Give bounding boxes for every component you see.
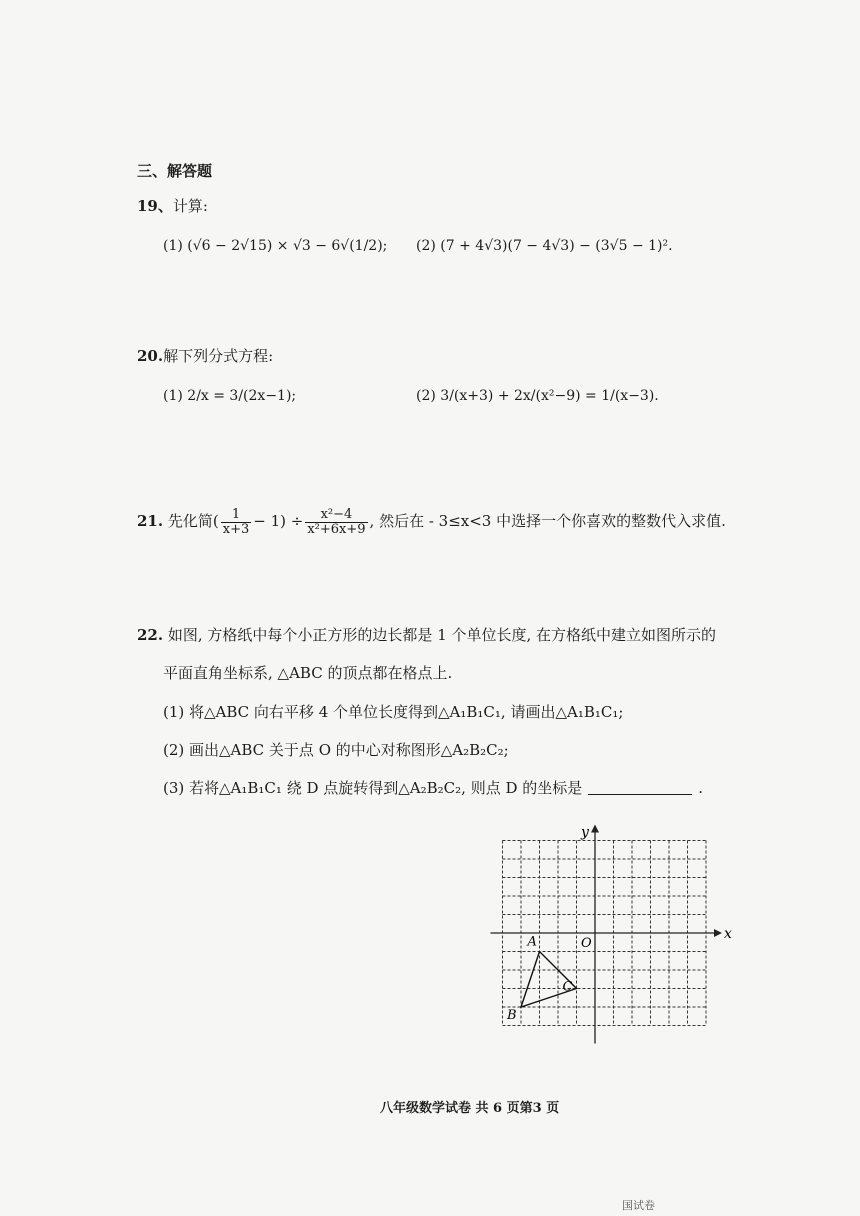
q22-part3-end: . xyxy=(698,779,704,797)
x-axis-arrow xyxy=(714,929,722,937)
point-b-label: B xyxy=(507,1008,517,1023)
q19-heading xyxy=(137,195,208,216)
q20-part1: (1) 2/x = 3/(2x−1); xyxy=(163,388,297,404)
q21-text-c: , 然后在 - 3≤x<3 中选择一个你喜欢的整数代入求值. xyxy=(369,512,726,531)
q22-part3 xyxy=(163,777,703,798)
point-a-label: A xyxy=(527,934,537,950)
q19-title: 计算: xyxy=(172,197,208,215)
q19-part1: (1) (√6 − 2√15) × √3 − 6√(1/2); xyxy=(163,238,388,254)
point-c-label: C xyxy=(562,979,573,995)
q21-fraction-2: $\frac{\text{x²−4}}{\text{x²+6x+9}}$ xyxy=(307,507,366,537)
q19-part2: (2) (7 + 4√3)(7 − 4√3) − (3√5 − 1)². xyxy=(416,238,673,254)
q22-line1 xyxy=(137,624,716,645)
corner-mark: 国试卷 xyxy=(622,1199,655,1212)
q22-part3-text: (3) 若将△A₁B₁C₁ 绕 D 点旋转得到△A₂B₂C₂, 则点 D 的坐标是 xyxy=(163,779,583,797)
x-axis-label: x xyxy=(724,926,732,942)
q21-text-a: 先化简( xyxy=(167,512,219,531)
coordinate-grid-figure xyxy=(480,805,730,1055)
answer-blank[interactable] xyxy=(588,794,692,795)
q22-number: 22. xyxy=(137,626,164,644)
q20-title: 解下列分式方程: xyxy=(163,347,274,365)
q21-fraction-1: $\frac{1}{x+3}$ xyxy=(222,507,250,537)
section-title: 三、解答题 xyxy=(137,162,213,180)
y-axis-arrow xyxy=(591,825,599,833)
q22-part1: (1) 将△ABC 向右平移 4 个单位长度得到△A₁B₁C₁, 请画出△A₁B₁C₁; xyxy=(163,703,624,721)
q20-heading xyxy=(137,345,273,366)
y-axis-label: y xyxy=(581,824,589,841)
q21-number: 21. xyxy=(137,512,164,531)
q21-text xyxy=(137,508,726,536)
origin-label: O xyxy=(581,936,592,951)
q22-part2: (2) 画出△ABC 关于点 O 的中心对称图形△A₂B₂C₂; xyxy=(163,741,509,759)
q21-text-b: − 1) ÷ xyxy=(253,512,304,531)
q22-line2: 平面直角坐标系, △ABC 的顶点都在格点上. xyxy=(163,664,453,682)
q20-part2: (2) 3/(x+3) + 2x/(x²−9) = 1/(x−3). xyxy=(416,388,659,404)
page-footer: 八年级数学试卷 共 6 页第3 页 xyxy=(380,1101,560,1116)
q19-number: 19、 xyxy=(137,197,173,215)
q22-line1-text: 如图, 方格纸中每个小正方形的边长都是 1 个单位长度, 在方格纸中建立如图所示的 xyxy=(167,626,717,644)
q20-number: 20. xyxy=(137,347,164,365)
